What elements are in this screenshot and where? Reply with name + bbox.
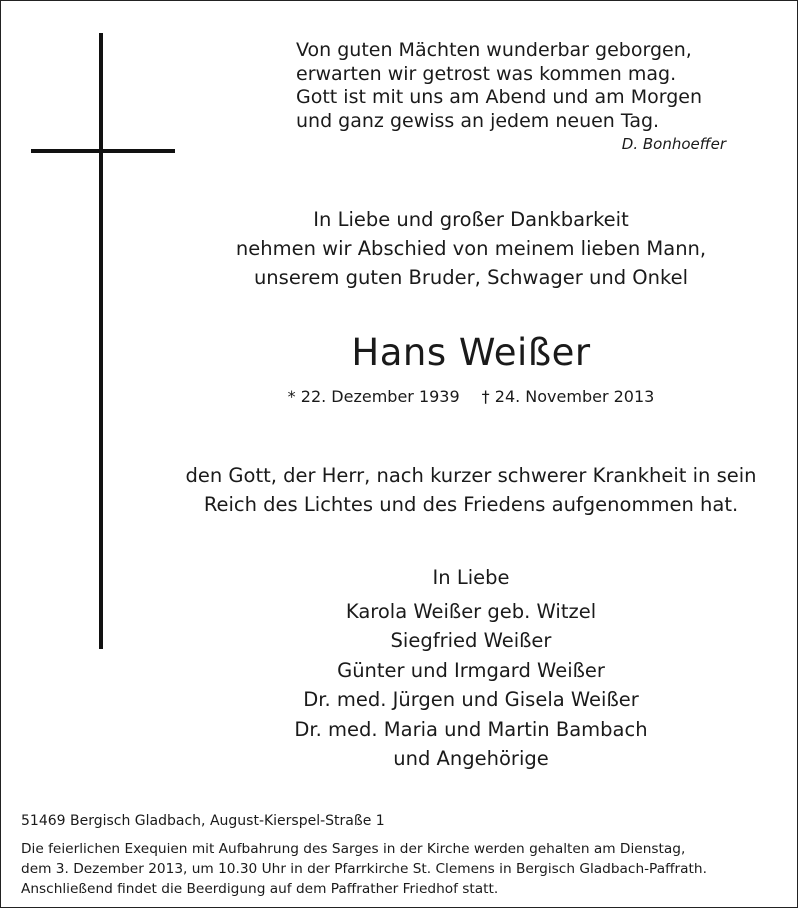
closing-line: Reich des Lichtes und des Friedens aufgenommen hat.	[203, 493, 739, 516]
family-member: Dr. med. Maria und Martin Bambach	[294, 717, 648, 741]
funeral-notice	[21, 839, 791, 899]
closing-text	[121, 461, 800, 519]
family-member: Günter und Irmgard Weißer	[337, 658, 605, 682]
family-member: Dr. med. Jürgen und Gisela Weißer	[303, 688, 639, 711]
poem-line: Von guten Mächten wunderbar geborgen,	[296, 39, 692, 61]
intro-line: In Liebe und großer Dankbarkeit	[313, 208, 629, 231]
address: 51469 Bergisch Gladbach, August-Kierspel-Straße 1	[21, 813, 385, 829]
birth-date: * 22. Dezember 1939	[287, 387, 460, 406]
death-date: † 24. November 2013	[481, 387, 655, 406]
poem-author: D. Bonhoeffer	[621, 135, 726, 153]
intro-text	[171, 205, 771, 292]
family-member: Siegfried Weißer	[390, 629, 552, 652]
family-heading: In Liebe	[432, 566, 510, 589]
cross-horizontal-bar	[31, 149, 175, 153]
poem-line: Gott ist mit uns am Abend und am Morgen	[296, 86, 702, 108]
family-signatures	[171, 563, 771, 774]
notice-line: Anschließend findet die Beerdigung auf dem Paffrather Friedhof statt.	[21, 881, 499, 897]
notice-line: dem 3. Dezember 2013, um 10.30 Uhr in der Pfarrkirche St. Clemens in Bergisch Gladbach-Paffrath.	[21, 861, 707, 877]
deceased-name: Hans Weißer	[351, 331, 591, 374]
closing-line: den Gott, der Herr, nach kurzer schwerer Krankheit in sein	[185, 464, 757, 487]
family-member: Karola Weißer geb. Witzel	[345, 599, 597, 623]
intro-line: unserem guten Bruder, Schwager und Onkel	[253, 266, 689, 289]
notice-line: Die feierlichen Exequien mit Aufbahrung des Sarges in der Kirche werden gehalten am Dienstag,	[21, 841, 686, 857]
poem-line: und ganz gewiss an jedem neuen Tag.	[296, 109, 660, 132]
intro-line: nehmen wir Abschied von meinem lieben Mann,	[235, 237, 707, 260]
poem	[296, 39, 736, 133]
family-member: und Angehörige	[393, 747, 549, 770]
poem-line: erwarten wir getrost was kommen mag.	[296, 62, 677, 85]
life-dates	[171, 387, 771, 406]
cross-vertical-bar	[99, 33, 103, 649]
